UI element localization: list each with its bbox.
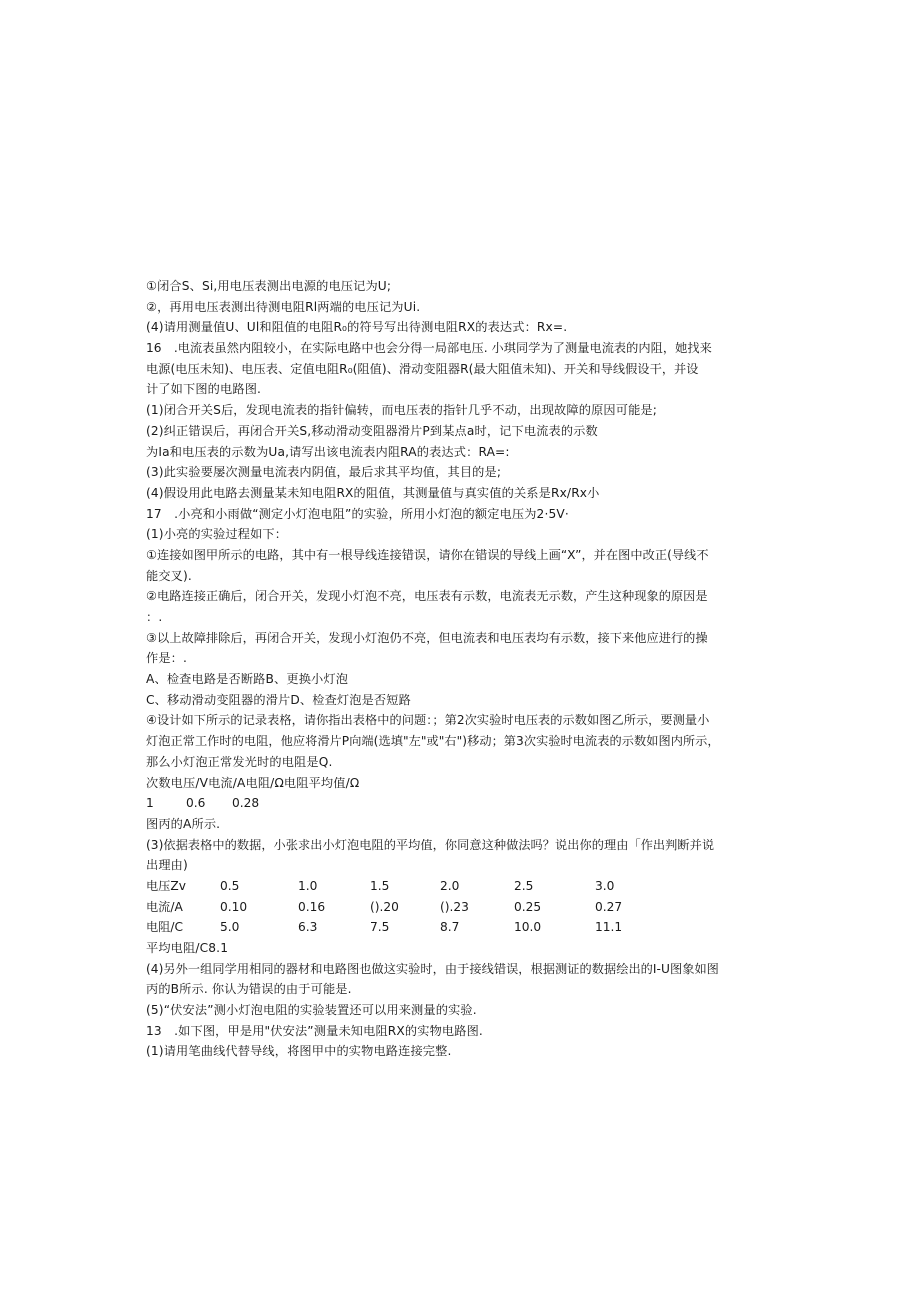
table-cell: 0.27 [595, 899, 623, 914]
table-cell: 0.10 [220, 899, 248, 914]
table-cell: 0.28 [232, 796, 260, 811]
paragraph-block-c [146, 938, 718, 1062]
text-line: 丙的B所示. 你认为错误的由于可能是. [146, 982, 352, 997]
text-line: (3)此实验要屡次测量电流表内阴值，最后求其平均值，其目的是; [146, 465, 502, 480]
table-cell: 5.0 [220, 920, 240, 935]
table-cell: 1.5 [370, 878, 390, 893]
text-line: 计了如下图的电路图. [146, 382, 262, 397]
text-line: 电源(电压未知)、电压表、定值电阻R₀(阻值)、滑动变阻器R(最大阻值未知)、开关和导线假设干，并设 [146, 361, 699, 376]
table-cell: 电压Zv [146, 878, 186, 893]
table-cell: 11.1 [595, 920, 623, 935]
table-row [146, 876, 718, 897]
text-line: ②，再用电压表测出待测电阻Rl两端的电压记为Ui. [146, 299, 421, 314]
table-cell: ().23 [440, 899, 469, 914]
text-line: ①连接如图甲所示的电路，其中有一根导线连接错误，请你在错误的导线上画“X”，并在图中改正(导线不 [146, 547, 709, 562]
table-cell: 6.3 [298, 920, 318, 935]
table-cell: 2.0 [440, 878, 460, 893]
text-line: (4)请用测量值U、Ul和阻值的电阻R₀的符号写出待测电阻RX的表达式：Rx=. [146, 320, 568, 335]
table-cell: 电阻/C [146, 920, 183, 935]
table-cell: 0.5 [220, 878, 240, 893]
text-line: ③以上故障排除后，再闭合开关，发现小灯泡仍不亮，但电流表和电压表均有示数，接下来他应进行的操 [146, 630, 708, 645]
table-cell: 1 [146, 796, 154, 811]
text-line: 图丙的A所示. [146, 816, 221, 831]
text-line: (2)纠正错误后，再闭合开关S,移动滑动变阻器滑片P到某点a时，记下电流表的示数 [146, 423, 598, 438]
text-line: (1)小亮的实验过程如下： [146, 527, 288, 542]
text-line: 16 .电流表虽然内阻较小，在实际电路中也会分得一局部电压. 小琪同学为了测量电流表的内阻，她找来 [146, 341, 712, 356]
text-line: 能交叉). [146, 568, 192, 583]
text-line: 13 .如下图，甲是用"伏安法”测量未知电阻RX的实物电路图. [146, 1023, 483, 1038]
table-row [146, 917, 718, 938]
table-cell: 0.6 [186, 796, 206, 811]
text-line: C、移动滑动变阻器的滑片D、检查灯泡是否短路 [146, 692, 411, 707]
table-row [146, 897, 718, 918]
text-line: (4)另外一组同学用相同的器材和电路图也做这实验时，由于接线错误，根据测证的数据绘出的I-U图象如图 [146, 961, 719, 976]
table-cell: ().20 [370, 899, 399, 914]
text-line: 17 .小亮和小雨做“测定小灯泡电阻”的实验，所用小灯泡的额定电压为2·5V· [146, 506, 569, 521]
text-line: (3)依据表格中的数据，小张求出小灯泡电阻的平均值，你同意这种做法吗？说出你的理由「作出判断并说 [146, 837, 715, 852]
paragraph-block-a [146, 276, 718, 793]
text-line: 那么小灯泡正常发光时的电阻是Q. [146, 754, 333, 769]
text-line: 平均电阻/C8.1 [146, 941, 229, 955]
text-line: (5)“伏安法”测小灯泡电阻的实验装置还可以用来测量的实验. [146, 1003, 477, 1018]
text-line: 出理由) [146, 858, 188, 873]
text-line: (4)假设用此电路去测量某未知电阻RX的阻值，其测量值与真实值的关系是Rx/Rx小 [146, 485, 600, 500]
table-cell: 电流/A [146, 899, 183, 914]
table-cell: 3.0 [595, 878, 615, 893]
paragraph-block-b [146, 814, 718, 876]
text-line: ②电路连接正确后，闭合开关，发现小灯泡不亮，电压表有示数，电流表无示数，产生这种现象的原因是 [146, 589, 708, 604]
table-cell: 10.0 [514, 920, 542, 935]
text-line: A、检查电路是否断路B、更换小灯泡 [146, 672, 349, 687]
table-cell: 8.7 [440, 920, 460, 935]
table-cell: 0.25 [514, 899, 542, 914]
text-line: ：. [146, 610, 163, 624]
text-line: ④设计如下所示的记录表格，请你指出表格中的问题：；第2次实验时电压表的示数如图乙所示，要测量小 [146, 713, 710, 728]
text-line: (1)闭合开关S后，发现电流表的指针偏转，而电压表的指针几乎不动，出现故障的原因可能是; [146, 403, 658, 418]
data-table [146, 876, 718, 938]
text-line: 作是：. [146, 651, 188, 666]
table-cell: 0.16 [298, 899, 326, 914]
text-line: 灯泡正常工作时的电阻，他应将滑片P向端(选填"左"或"右")移动；第3次实验时电流表的示数如图内所示， [146, 734, 720, 749]
table-cell: 2.5 [514, 878, 534, 893]
table-cell: 7.5 [370, 920, 390, 935]
text-line: (1)请用笔曲线代替导线，将图甲中的实物电路连接完整. [146, 1044, 452, 1059]
document-body [146, 276, 718, 1062]
table-cell: 1.0 [298, 878, 318, 893]
table-header-line: 次数电压/V电流/A电阻/Ω电阻平均值/Ω [146, 775, 360, 790]
text-line: ①闭合S、Si,用电压表测出电源的电压记为U; [146, 279, 392, 293]
record-table-row [146, 793, 718, 814]
text-line: 为Ia和电压表的示数为Ua,请写出该电流表内阻RA的表达式：RA=: [146, 444, 510, 459]
